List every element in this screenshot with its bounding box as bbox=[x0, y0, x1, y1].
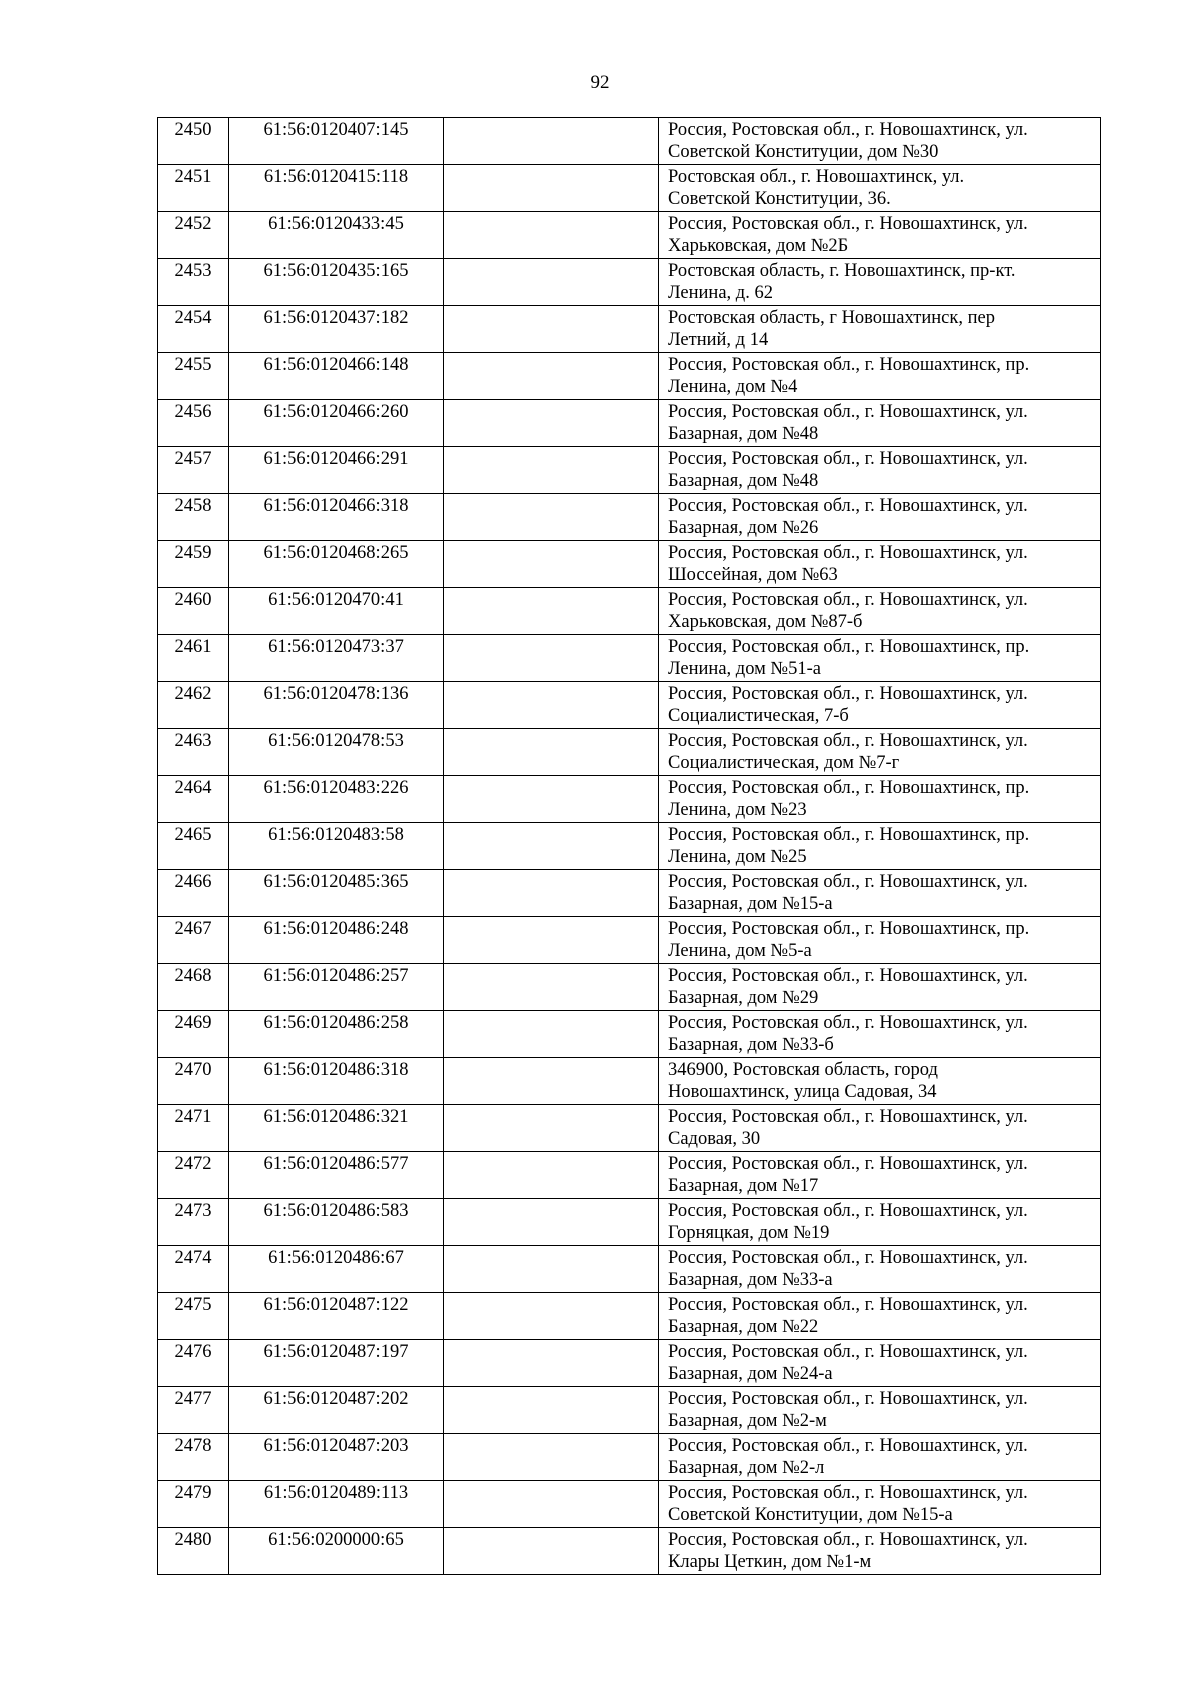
cadastral-number-cell: 61:56:0120466:260 bbox=[229, 400, 444, 447]
address-line: Россия, Ростовская обл., г. Новошахтинск, ул. bbox=[668, 120, 1028, 140]
empty-cell bbox=[444, 1246, 659, 1293]
table-row bbox=[158, 306, 1101, 353]
address-line: Ростовская обл., г. Новошахтинск, ул. bbox=[668, 167, 965, 187]
empty-cell bbox=[444, 259, 659, 306]
address-cell bbox=[659, 1387, 1101, 1434]
cadastral-number-cell: 61:56:0120486:258 bbox=[229, 1011, 444, 1058]
empty-cell bbox=[444, 1340, 659, 1387]
empty-cell bbox=[444, 306, 659, 353]
address-line: Базарная, дом №2-м bbox=[668, 1411, 827, 1431]
table-row bbox=[158, 353, 1101, 400]
address-cell bbox=[659, 494, 1101, 541]
empty-cell bbox=[444, 635, 659, 682]
empty-cell bbox=[444, 165, 659, 212]
cadastral-number-cell: 61:56:0120486:321 bbox=[229, 1105, 444, 1152]
address-line: Базарная, дом №2-л bbox=[668, 1458, 825, 1478]
address-line: Россия, Ростовская обл., г. Новошахтинск, ул. bbox=[668, 1154, 1028, 1174]
row-number-cell: 2468 bbox=[158, 964, 229, 1011]
registry-table-body bbox=[158, 118, 1101, 1575]
table-row bbox=[158, 823, 1101, 870]
row-number-cell: 2457 bbox=[158, 447, 229, 494]
table-row bbox=[158, 1387, 1101, 1434]
table-row bbox=[158, 494, 1101, 541]
cadastral-number-cell: 61:56:0120486:318 bbox=[229, 1058, 444, 1105]
cadastral-number-cell: 61:56:0120415:118 bbox=[229, 165, 444, 212]
row-number-cell: 2464 bbox=[158, 776, 229, 823]
address-line: Ленина, дом №5-а bbox=[668, 941, 812, 961]
address-line: Россия, Ростовская обл., г. Новошахтинск, пр. bbox=[668, 355, 1030, 375]
empty-cell bbox=[444, 212, 659, 259]
row-number-cell: 2472 bbox=[158, 1152, 229, 1199]
address-cell bbox=[659, 1293, 1101, 1340]
address-cell bbox=[659, 212, 1101, 259]
empty-cell bbox=[444, 1105, 659, 1152]
address-cell bbox=[659, 635, 1101, 682]
table-row bbox=[158, 729, 1101, 776]
address-line: Советской Конституции, дом №30 bbox=[668, 142, 939, 162]
row-number-cell: 2459 bbox=[158, 541, 229, 588]
empty-cell bbox=[444, 400, 659, 447]
cadastral-number-cell: 61:56:0120433:45 bbox=[229, 212, 444, 259]
empty-cell bbox=[444, 870, 659, 917]
address-line: Россия, Ростовская обл., г. Новошахтинск, ул. bbox=[668, 1107, 1028, 1127]
empty-cell bbox=[444, 964, 659, 1011]
address-cell bbox=[659, 964, 1101, 1011]
address-line: Базарная, дом №26 bbox=[668, 518, 819, 538]
address-line: Советской Конституции, 36. bbox=[668, 189, 891, 209]
empty-cell bbox=[444, 682, 659, 729]
cadastral-number-cell: 61:56:0120470:41 bbox=[229, 588, 444, 635]
row-number-cell: 2476 bbox=[158, 1340, 229, 1387]
address-cell bbox=[659, 1481, 1101, 1528]
address-line: Харьковская, дом №2Б bbox=[668, 236, 849, 256]
cadastral-number-cell: 61:56:0120435:165 bbox=[229, 259, 444, 306]
empty-cell bbox=[444, 776, 659, 823]
row-number-cell: 2473 bbox=[158, 1199, 229, 1246]
row-number-cell: 2463 bbox=[158, 729, 229, 776]
table-row bbox=[158, 259, 1101, 306]
address-line: Россия, Ростовская обл., г. Новошахтинск, ул. bbox=[668, 1389, 1028, 1409]
address-line: Садовая, 30 bbox=[668, 1129, 761, 1149]
address-line: Россия, Ростовская обл., г. Новошахтинск, пр. bbox=[668, 778, 1030, 798]
address-line: Базарная, дом №33-б bbox=[668, 1035, 834, 1055]
table-row bbox=[158, 776, 1101, 823]
row-number-cell: 2455 bbox=[158, 353, 229, 400]
address-line: Ленина, д. 62 bbox=[668, 283, 773, 303]
address-cell bbox=[659, 823, 1101, 870]
address-line: Россия, Ростовская обл., г. Новошахтинск, ул. bbox=[668, 1295, 1028, 1315]
address-line: Базарная, дом №17 bbox=[668, 1176, 819, 1196]
address-line: Россия, Ростовская обл., г. Новошахтинск, ул. bbox=[668, 1201, 1028, 1221]
address-cell bbox=[659, 1340, 1101, 1387]
address-line: Ленина, дом №4 bbox=[668, 377, 798, 397]
row-number-cell: 2479 bbox=[158, 1481, 229, 1528]
row-number-cell: 2469 bbox=[158, 1011, 229, 1058]
row-number-cell: 2478 bbox=[158, 1434, 229, 1481]
table-row bbox=[158, 400, 1101, 447]
address-cell bbox=[659, 1528, 1101, 1575]
empty-cell bbox=[444, 353, 659, 400]
address-line: Россия, Ростовская обл., г. Новошахтинск, ул. bbox=[668, 966, 1028, 986]
row-number-cell: 2451 bbox=[158, 165, 229, 212]
address-cell bbox=[659, 588, 1101, 635]
row-number-cell: 2460 bbox=[158, 588, 229, 635]
table-row bbox=[158, 870, 1101, 917]
address-line: Россия, Ростовская обл., г. Новошахтинск, ул. bbox=[668, 1342, 1028, 1362]
table-row bbox=[158, 1434, 1101, 1481]
cadastral-number-cell: 61:56:0120487:202 bbox=[229, 1387, 444, 1434]
table-row bbox=[158, 165, 1101, 212]
table-row bbox=[158, 1199, 1101, 1246]
address-cell bbox=[659, 400, 1101, 447]
row-number-cell: 2450 bbox=[158, 118, 229, 165]
address-cell bbox=[659, 306, 1101, 353]
table-row bbox=[158, 1058, 1101, 1105]
empty-cell bbox=[444, 1011, 659, 1058]
address-line: Базарная, дом №22 bbox=[668, 1317, 819, 1337]
cadastral-number-cell: 61:56:0120487:122 bbox=[229, 1293, 444, 1340]
table-row bbox=[158, 588, 1101, 635]
address-cell bbox=[659, 353, 1101, 400]
empty-cell bbox=[444, 1058, 659, 1105]
address-line: Базарная, дом №33-а bbox=[668, 1270, 833, 1290]
address-line: Россия, Ростовская обл., г. Новошахтинск, ул. bbox=[668, 684, 1028, 704]
address-line: Россия, Ростовская обл., г. Новошахтинск, ул. bbox=[668, 214, 1028, 234]
address-line: Базарная, дом №24-а bbox=[668, 1364, 833, 1384]
cadastral-number-cell: 61:56:0120468:265 bbox=[229, 541, 444, 588]
row-number-cell: 2456 bbox=[158, 400, 229, 447]
address-line: Советской Конституции, дом №15-а bbox=[668, 1505, 953, 1525]
table-row bbox=[158, 541, 1101, 588]
row-number-cell: 2475 bbox=[158, 1293, 229, 1340]
address-cell bbox=[659, 118, 1101, 165]
table-row bbox=[158, 964, 1101, 1011]
address-line: 346900, Ростовская область, город bbox=[668, 1060, 938, 1080]
address-line: Ленина, дом №51-а bbox=[668, 659, 821, 679]
address-line: Россия, Ростовская обл., г. Новошахтинск, пр. bbox=[668, 825, 1030, 845]
row-number-cell: 2452 bbox=[158, 212, 229, 259]
cadastral-number-cell: 61:56:0120478:136 bbox=[229, 682, 444, 729]
cadastral-number-cell: 61:56:0120466:318 bbox=[229, 494, 444, 541]
empty-cell bbox=[444, 1387, 659, 1434]
empty-cell bbox=[444, 1293, 659, 1340]
row-number-cell: 2474 bbox=[158, 1246, 229, 1293]
row-number-cell: 2466 bbox=[158, 870, 229, 917]
empty-cell bbox=[444, 494, 659, 541]
address-cell bbox=[659, 870, 1101, 917]
cadastral-number-cell: 61:56:0200000:65 bbox=[229, 1528, 444, 1575]
cadastral-number-cell: 61:56:0120487:203 bbox=[229, 1434, 444, 1481]
address-line: Социалистическая, дом №7-г bbox=[668, 753, 900, 773]
empty-cell bbox=[444, 1199, 659, 1246]
address-line: Россия, Ростовская обл., г. Новошахтинск, ул. bbox=[668, 1013, 1028, 1033]
address-line: Россия, Ростовская обл., г. Новошахтинск, ул. bbox=[668, 402, 1028, 422]
address-line: Россия, Ростовская обл., г. Новошахтинск, ул. bbox=[668, 449, 1028, 469]
address-cell bbox=[659, 259, 1101, 306]
address-cell bbox=[659, 541, 1101, 588]
table-row bbox=[158, 1528, 1101, 1575]
empty-cell bbox=[444, 541, 659, 588]
cadastral-number-cell: 61:56:0120473:37 bbox=[229, 635, 444, 682]
row-number-cell: 2471 bbox=[158, 1105, 229, 1152]
table-row bbox=[158, 1246, 1101, 1293]
row-number-cell: 2480 bbox=[158, 1528, 229, 1575]
row-number-cell: 2458 bbox=[158, 494, 229, 541]
cadastral-number-cell: 61:56:0120486:248 bbox=[229, 917, 444, 964]
table-row bbox=[158, 1293, 1101, 1340]
address-line: Россия, Ростовская обл., г. Новошахтинск, ул. bbox=[668, 1530, 1028, 1550]
address-line: Базарная, дом №48 bbox=[668, 471, 819, 491]
address-line: Россия, Ростовская обл., г. Новошахтинск, ул. bbox=[668, 590, 1028, 610]
address-cell bbox=[659, 1199, 1101, 1246]
address-line: Ленина, дом №25 bbox=[668, 847, 807, 867]
address-line: Россия, Ростовская обл., г. Новошахтинск, ул. bbox=[668, 496, 1028, 516]
cadastral-number-cell: 61:56:0120437:182 bbox=[229, 306, 444, 353]
cadastral-number-cell: 61:56:0120478:53 bbox=[229, 729, 444, 776]
address-cell bbox=[659, 776, 1101, 823]
address-cell bbox=[659, 1105, 1101, 1152]
empty-cell bbox=[444, 1528, 659, 1575]
address-line: Новошахтинск, улица Садовая, 34 bbox=[668, 1082, 937, 1102]
empty-cell bbox=[444, 917, 659, 964]
property-registry-table bbox=[157, 117, 1101, 1575]
address-line: Социалистическая, 7-б bbox=[668, 706, 849, 726]
row-number-cell: 2477 bbox=[158, 1387, 229, 1434]
row-number-cell: 2454 bbox=[158, 306, 229, 353]
address-line: Россия, Ростовская обл., г. Новошахтинск, ул. bbox=[668, 1248, 1028, 1268]
address-line: Ростовская область, г Новошахтинск, пер bbox=[668, 308, 995, 328]
address-cell bbox=[659, 1152, 1101, 1199]
row-number-cell: 2453 bbox=[158, 259, 229, 306]
empty-cell bbox=[444, 588, 659, 635]
empty-cell bbox=[444, 1434, 659, 1481]
table-row bbox=[158, 1105, 1101, 1152]
row-number-cell: 2465 bbox=[158, 823, 229, 870]
table-row bbox=[158, 635, 1101, 682]
empty-cell bbox=[444, 729, 659, 776]
address-line: Россия, Ростовская обл., г. Новошахтинск, ул. bbox=[668, 1436, 1028, 1456]
address-line: Россия, Ростовская обл., г. Новошахтинск, ул. bbox=[668, 1483, 1028, 1503]
cadastral-number-cell: 61:56:0120486:583 bbox=[229, 1199, 444, 1246]
cadastral-number-cell: 61:56:0120485:365 bbox=[229, 870, 444, 917]
cadastral-number-cell: 61:56:0120483:58 bbox=[229, 823, 444, 870]
address-cell bbox=[659, 1058, 1101, 1105]
cadastral-number-cell: 61:56:0120489:113 bbox=[229, 1481, 444, 1528]
table-row bbox=[158, 1340, 1101, 1387]
cadastral-number-cell: 61:56:0120466:148 bbox=[229, 353, 444, 400]
address-line: Россия, Ростовская обл., г. Новошахтинск, пр. bbox=[668, 637, 1030, 657]
empty-cell bbox=[444, 1481, 659, 1528]
address-line: Ростовская область, г. Новошахтинск, пр-кт. bbox=[668, 261, 1016, 281]
address-line: Россия, Ростовская обл., г. Новошахтинск, пр. bbox=[668, 919, 1030, 939]
cadastral-number-cell: 61:56:0120483:226 bbox=[229, 776, 444, 823]
table-row bbox=[158, 682, 1101, 729]
cadastral-number-cell: 61:56:0120486:67 bbox=[229, 1246, 444, 1293]
address-cell bbox=[659, 165, 1101, 212]
row-number-cell: 2462 bbox=[158, 682, 229, 729]
row-number-cell: 2470 bbox=[158, 1058, 229, 1105]
table-row bbox=[158, 1481, 1101, 1528]
address-line: Россия, Ростовская обл., г. Новошахтинск, ул. bbox=[668, 872, 1028, 892]
cadastral-number-cell: 61:56:0120486:577 bbox=[229, 1152, 444, 1199]
address-cell bbox=[659, 1434, 1101, 1481]
address-cell bbox=[659, 447, 1101, 494]
row-number-cell: 2461 bbox=[158, 635, 229, 682]
address-cell bbox=[659, 917, 1101, 964]
table-row bbox=[158, 1011, 1101, 1058]
address-line: Базарная, дом №29 bbox=[668, 988, 819, 1008]
address-line: Горняцкая, дом №19 bbox=[668, 1223, 830, 1243]
table-row bbox=[158, 1152, 1101, 1199]
table-row bbox=[158, 917, 1101, 964]
cadastral-number-cell: 61:56:0120407:145 bbox=[229, 118, 444, 165]
empty-cell bbox=[444, 1152, 659, 1199]
row-number-cell: 2467 bbox=[158, 917, 229, 964]
address-cell bbox=[659, 729, 1101, 776]
address-line: Базарная, дом №15-а bbox=[668, 894, 833, 914]
address-line: Харьковская, дом №87-б bbox=[668, 612, 863, 632]
empty-cell bbox=[444, 823, 659, 870]
address-line: Летний, д 14 bbox=[668, 330, 769, 350]
address-line: Ленина, дом №23 bbox=[668, 800, 807, 820]
table-row bbox=[158, 212, 1101, 259]
address-cell bbox=[659, 1011, 1101, 1058]
address-line: Россия, Ростовская обл., г. Новошахтинск, ул. bbox=[668, 543, 1028, 563]
page-number: 92 bbox=[590, 72, 610, 93]
table-row bbox=[158, 447, 1101, 494]
address-cell bbox=[659, 682, 1101, 729]
address-line: Базарная, дом №48 bbox=[668, 424, 819, 444]
address-cell bbox=[659, 1246, 1101, 1293]
empty-cell bbox=[444, 447, 659, 494]
address-line: Россия, Ростовская обл., г. Новошахтинск, ул. bbox=[668, 731, 1028, 751]
address-line: Шоссейная, дом №63 bbox=[668, 565, 838, 585]
address-line: Клары Цеткин, дом №1-м bbox=[668, 1552, 872, 1572]
cadastral-number-cell: 61:56:0120466:291 bbox=[229, 447, 444, 494]
table-row bbox=[158, 118, 1101, 165]
cadastral-number-cell: 61:56:0120487:197 bbox=[229, 1340, 444, 1387]
cadastral-number-cell: 61:56:0120486:257 bbox=[229, 964, 444, 1011]
empty-cell bbox=[444, 118, 659, 165]
